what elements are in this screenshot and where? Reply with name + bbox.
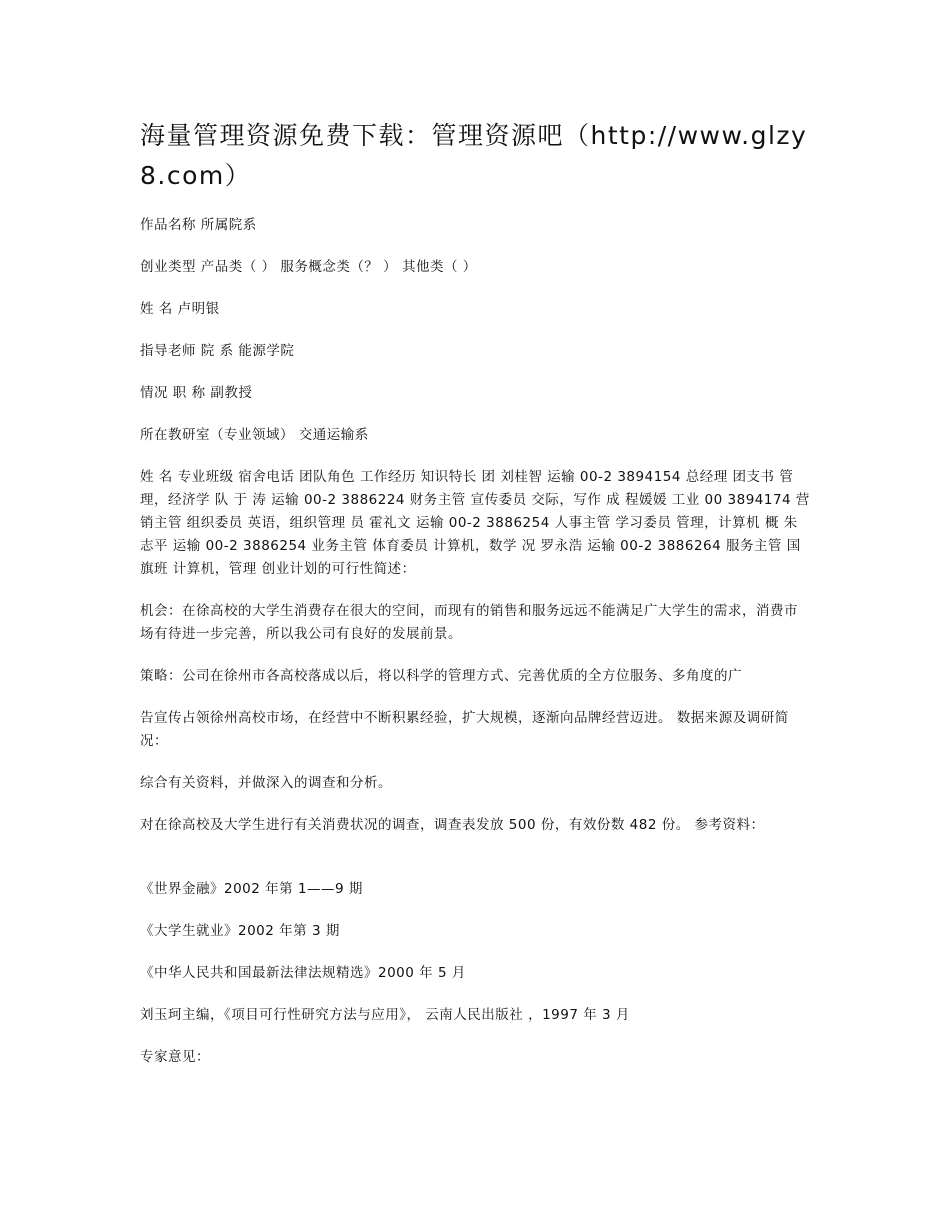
document-page — [140, 116, 830, 1088]
survey-paragraph: 对在徐高校及大学生进行有关消费状况的调查，调查表发放 500 份，有效份数 482 份。 参考资料： — [140, 817, 765, 833]
reference-item: 刘玉珂主编，《项目可行性研究方法与应用》， 云南人民出版社 ，1997 年 3 月 — [140, 1007, 630, 1023]
strategy-paragraph: 策略：公司在徐州市各高校落成以后，将以科学的管理方式、完善优质的全方位服务、多角度的广 — [140, 668, 742, 684]
research-summary-paragraph: 综合有关资料，并做深入的调查和分析。 — [140, 775, 392, 791]
field-department: 所在教研室（专业领域） 交通运输系 — [140, 427, 369, 443]
expert-opinion-label: 专家意见： — [140, 1049, 210, 1065]
spacer — [140, 856, 830, 878]
field-name: 姓 名 卢明银 — [140, 301, 220, 317]
field-advisor: 指导老师 院 系 能源学院 — [140, 343, 295, 359]
reference-item: 《中华人民共和国最新法律法规精选》2000 年 5 月 — [140, 965, 466, 981]
team-members-paragraph: 姓 名 专业班级 宿舍电话 团队角色 工作经历 知识特长 团 刘桂智 运输 00-2 3894154 总经理 团支书 管理，经济学 队 于 涛 运输 00-2 3886224 财务主管 宣传委员 交际，写作 成 程媛媛 工业 00 3894174 营销主管 组织委员 英语，组织管理 员 霍礼文 运输 00-2 3886254 人事主管 学习委员 管理，计算机 概 朱志平 运输 00-2 3886254 业务主管 体育委员 计算机，数学 况 罗永浩 运输 00-2 3886264 服务主管 国旗班 计算机，管理 创业计划的可行性简述： — [140, 469, 810, 577]
document-title: 海量管理资源免费下载：管理资源吧（http://www.glzy8.com） — [140, 121, 808, 190]
reference-item: 《世界金融》2002 年第 1——9 期 — [140, 881, 363, 897]
opportunity-paragraph: 机会：在徐高校的大学生消费存在很大的空间，而现有的销售和服务远远不能满足广大学生的需求，消费市场有待进一步完善，所以我公司有良好的发展前景。 — [140, 603, 798, 642]
field-title: 情况 职 称 副教授 — [140, 385, 253, 401]
strategy-continued-paragraph: 告宣传占领徐州高校市场，在经营中不断积累经验，扩大规模，逐渐向品牌经营迈进。 数据来源及调研简况： — [140, 710, 789, 749]
field-business-type: 创业类型 产品类（ ） 服务概念类（？ ） 其他类（ ） — [140, 259, 477, 275]
field-project-name: 作品名称 所属院系 — [140, 217, 257, 233]
reference-item: 《大学生就业》2002 年第 3 期 — [140, 923, 340, 939]
